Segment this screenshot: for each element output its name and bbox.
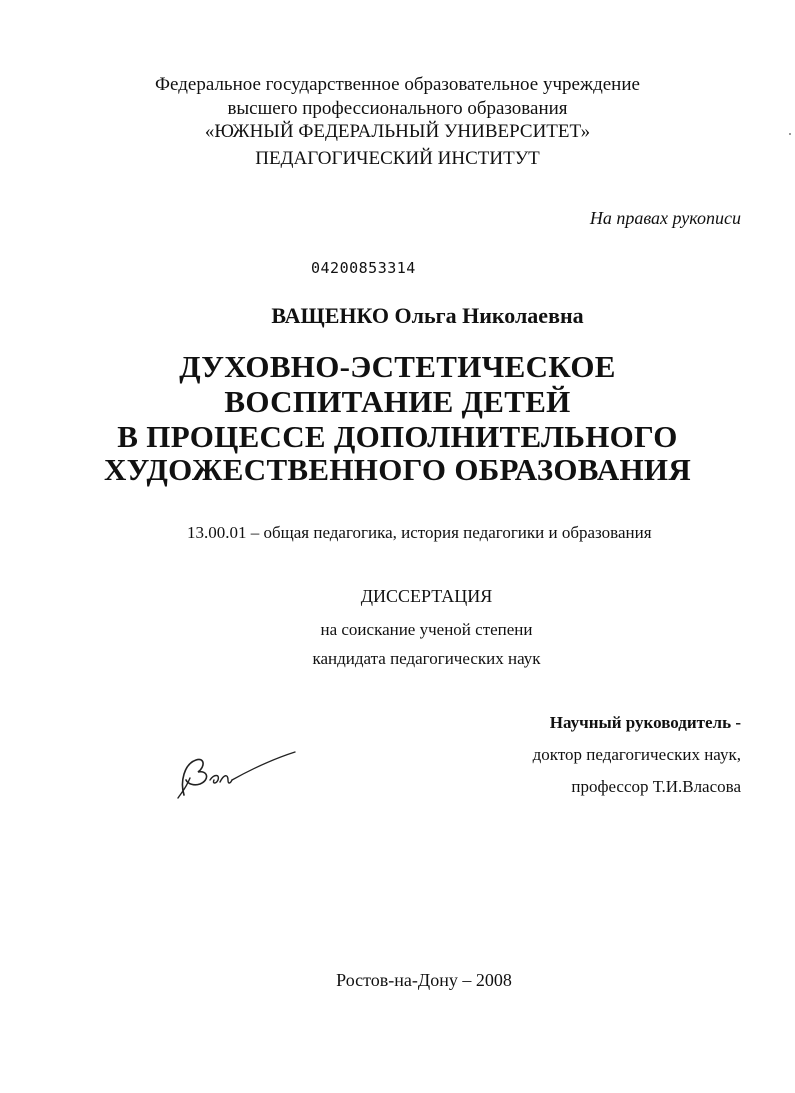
handwritten-signature (170, 740, 310, 810)
degree-line-1: на соискание ученой степени (320, 620, 533, 639)
institute-name: ПЕДАГОГИЧЕСКИЙ ИНСТИТУТ (255, 148, 540, 169)
place-and-year: Ростов-на-Дону – 2008 (336, 970, 512, 990)
document-code: 04200853314 (311, 259, 416, 277)
advisor-name: профессор Т.И.Власова (571, 777, 741, 796)
document-type: ДИССЕРТАЦИЯ (360, 586, 493, 606)
title-line-4: ХУДОЖЕСТВЕННОГО ОБРАЗОВАНИЯ (103, 452, 692, 487)
scan-speck (789, 133, 791, 135)
institution-line-2: высшего профессионального образования (227, 98, 568, 119)
institution-line-1: Федеральное государственное образовательное учреждение (155, 74, 640, 95)
advisor-rank: доктор педагогических наук, (532, 745, 741, 764)
specialty-code: 13.00.01 – общая педагогика, история педагогики и образования (187, 523, 652, 542)
university-name: «ЮЖНЫЙ ФЕДЕРАЛЬНЫЙ УНИВЕРСИТЕТ» (204, 121, 591, 142)
manuscript-note: На правах рукописи (589, 208, 741, 228)
author-name: ВАЩЕНКО Ольга Николаевна (271, 303, 584, 328)
title-line-3: В ПРОЦЕССЕ ДОПОЛНИТЕЛЬНОГО (117, 419, 678, 454)
advisor-heading: Научный руководитель - (549, 713, 741, 732)
title-line-2: ВОСПИТАНИЕ ДЕТЕЙ (224, 384, 571, 419)
title-line-1: ДУХОВНО-ЭСТЕТИЧЕСКОЕ (179, 349, 616, 384)
degree-line-2: кандидата педагогических наук (312, 649, 541, 668)
